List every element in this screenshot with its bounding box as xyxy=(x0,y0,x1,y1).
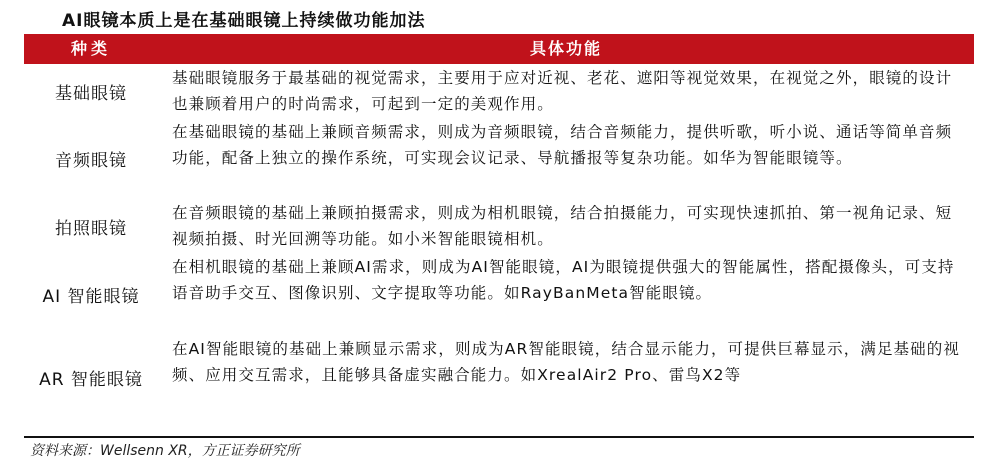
page-title: AI眼镜本质上是在基础眼镜上持续做功能加法 xyxy=(62,11,426,31)
table-row xyxy=(24,335,974,419)
row-type-camera: 拍照眼镜 xyxy=(55,218,127,239)
table-row xyxy=(24,118,974,199)
row-desc-camera: 在音频眼镜的基础上兼顾拍摄需求，则成为相机眼镜，结合拍摄能力，可实现快速抓拍、第一视角记录、短视频拍摄、时光回溯等功能。如小米智能眼镜相机。 xyxy=(172,204,953,248)
column-header-function: 具体功能 xyxy=(529,39,602,58)
table-row xyxy=(24,253,974,335)
source-note: 资料来源：Wellsenn XR，方正证券研究所 xyxy=(30,443,300,459)
table-header xyxy=(24,34,974,64)
row-desc-ai: 在相机眼镜的基础上兼顾AI需求，则成为AI智能眼镜，AI为眼镜提供强大的智能属性，搭配摄像头，可支持语音助手交互、图像识别、文字提取等功能。如RayBanMeta智能眼镜。 xyxy=(172,258,955,302)
table-row xyxy=(24,199,974,253)
row-type-audio: 音频眼镜 xyxy=(55,151,127,171)
row-desc-audio: 在基础眼镜的基础上兼顾音频需求，则成为音频眼镜，结合音频能力，提供听歌，听小说、通话等简单音频功能，配备上独立的操作系统，可实现会议记录、导航播报等复杂功能。如华为智能眼镜等。 xyxy=(172,123,953,167)
column-header-type: 种类 xyxy=(70,39,111,58)
row-type-ar: AR 智能眼镜 xyxy=(39,369,143,390)
row-desc-ar: 在AI智能眼镜的基础上兼顾显示需求，则成为AR智能眼镜，结合显示能力，可提供巨幕显示，满足基础的视频、应用交互需求，且能够具备虚实融合能力。如XrealAir2 Pro、雷鸟X2等 xyxy=(172,340,960,384)
row-desc-basic: 基础眼镜服务于最基础的视觉需求，主要用于应对近视、老花、遮阳等视觉效果，在视觉之外，眼镜的设计也兼顾着用户的时尚需求，可起到一定的美观作用。 xyxy=(172,69,953,113)
row-type-ai: AI 智能眼镜 xyxy=(42,286,140,307)
table-bottom-rule xyxy=(24,436,974,438)
table-body xyxy=(24,64,974,419)
row-type-basic: 基础眼镜 xyxy=(55,83,127,104)
table-row xyxy=(24,64,974,118)
